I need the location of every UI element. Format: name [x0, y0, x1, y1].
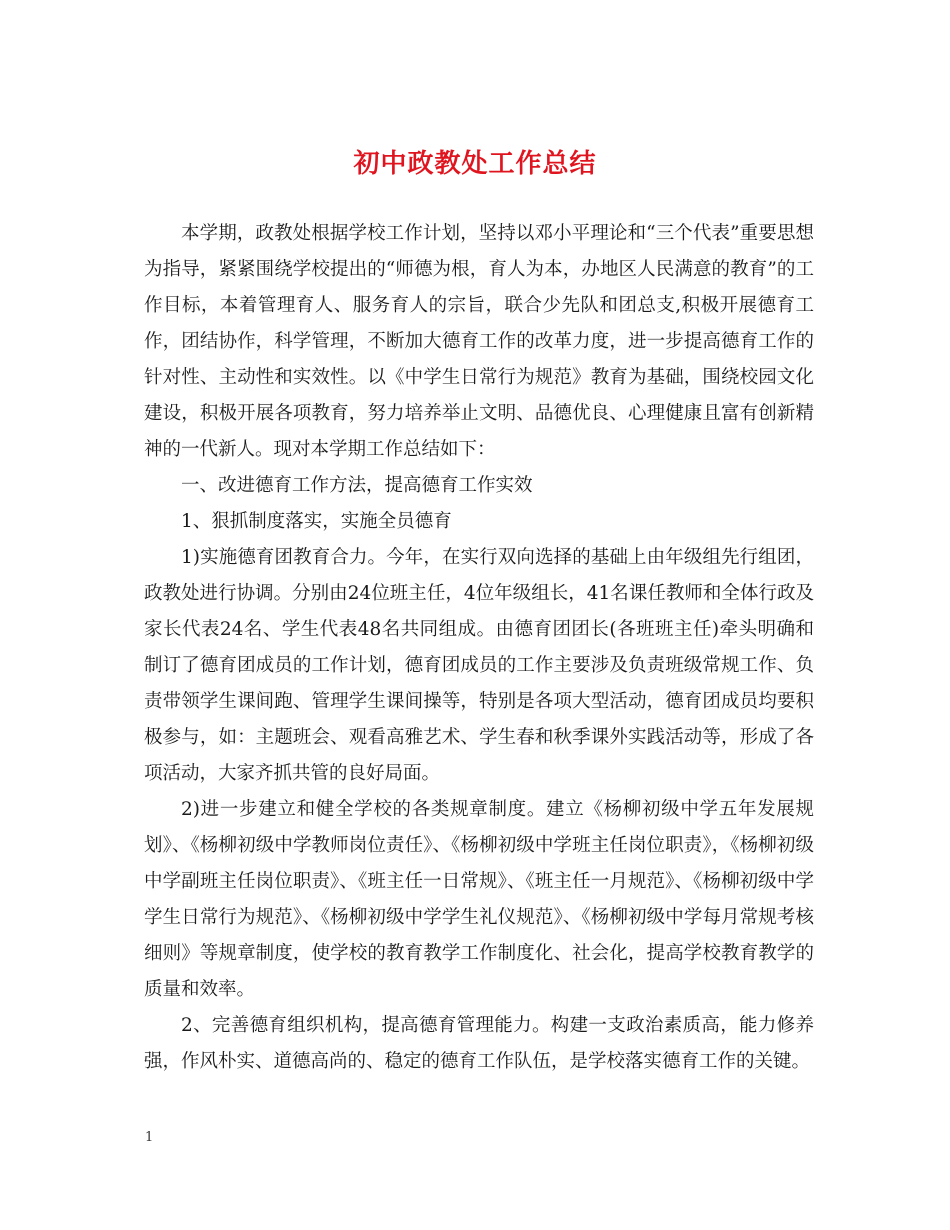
section-heading-1: 一、改进德育工作方法，提高德育工作实效	[181, 475, 533, 496]
subsection-heading-1: 1、狠抓制度落实，实施全员德育	[181, 511, 452, 532]
paragraph-subsection-2: 2、完善德育组织机构，提高德育管理能力。构建一支政治素质高，能力修养强，作风朴实、道德高尚的、稳定的德育工作队伍，是学校落实德育工作的关键。	[144, 1015, 814, 1072]
document-body	[144, 216, 814, 1080]
paragraph-item-2: 2)进一步建立和健全学校的各类规章制度。建立《杨柳初级中学五年发展规划》、《杨柳初级中学教师岗位责任》、《杨柳初级中学班主任岗位职责》，《杨柳初级中学副班主任岗位职责》、《班主任一日常规》、《班主任一月规范》、《杨柳初级中学学生日常行为规范》、《杨柳初级中学学生礼仪规范》、《杨柳初级中学每月常规考核细则》等规章制度，使学校的教育教学工作制度化、社会化，提高学校教育教学的质量和效率。	[144, 799, 814, 1000]
paragraph-item-1: 1)实施德育团教育合力。今年，在实行双向选择的基础上由年级组先行组团，政教处进行协调。分别由24位班主任，4位年级组长，41名课任教师和全体行政及家长代表24名、学生代表48名共同组成。由德育团团长(各班班主任)牵头明确和制订了德育团成员的工作计划，德育团成员的工作主要涉及负责班级常规工作、负责带领学生课间跑、管理学生课间操等，特别是各项大型活动，德育团成员均要积极参与，如：主题班会、观看高雅艺术、学生春和秋季课外实践活动等，形成了各项活动，大家齐抓共管的良好局面。	[144, 547, 814, 784]
page-number: 1	[145, 1130, 154, 1145]
paragraph-intro: 本学期，政教处根据学校工作计划，坚持以邓小平理论和“三个代表”重要思想为指导，紧紧围绕学校提出的“师德为根，育人为本，办地区人民满意的教育”的工作目标，本着管理育人、服务育人的宗旨，联合少先队和团总支,积极开展德育工作，团结协作，科学管理，不断加大德育工作的改革力度，进一步提高德育工作的针对性、主动性和实效性。以《中学生日常行为规范》教育为基础，围绕校园文化建设，积极开展各项教育，努力培养举止文明、品德优良、心理健康且富有创新精神的一代新人。现对本学期工作总结如下：	[144, 223, 814, 460]
document-title: 初中政教处工作总结	[353, 149, 597, 179]
